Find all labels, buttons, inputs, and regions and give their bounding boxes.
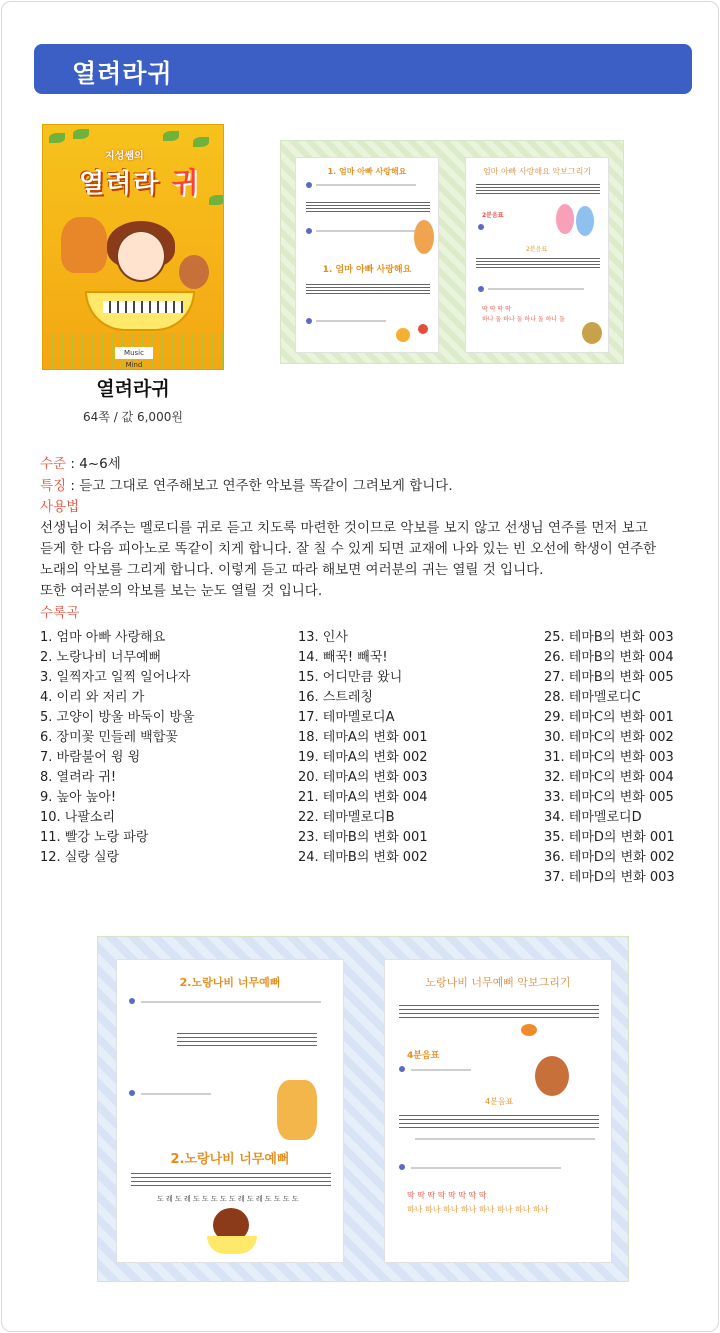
- preview-spread-2: [97, 936, 629, 1282]
- note-label: 4분음표: [407, 1051, 440, 1061]
- track-item: 4. 이리 와 저리 가: [40, 690, 145, 705]
- ball-illustration: [418, 324, 428, 334]
- rhythm-text: 딱 딱 딱 딱 딱 딱 딱 딱: [407, 1191, 487, 1200]
- giraffe-illustration: [277, 1080, 317, 1140]
- music-staff: [306, 200, 430, 212]
- product-panel: [1, 1, 719, 1332]
- text-line: [488, 288, 584, 290]
- music-staff: [177, 1030, 317, 1048]
- text-line: [141, 1093, 211, 1095]
- step-icon: [306, 318, 312, 324]
- text-line: [316, 184, 416, 186]
- track-item: 32. 테마C의 변화 004: [544, 770, 674, 785]
- usage-line: 듣게 한 다음 피아노로 똑같이 치게 합니다. 잘 칠 수 있게 되면 교재에 나와 있는 빈 오선에 학생이 연주한: [40, 541, 657, 557]
- preview-spread-1: [280, 140, 624, 364]
- ball-illustration: [396, 328, 410, 342]
- banana-piano-illustration: [207, 1236, 257, 1254]
- kids-illustration: [556, 204, 574, 234]
- track-item: 24. 테마B의 변화 002: [298, 850, 428, 865]
- track-item: 7. 바람불어 윙 윙: [40, 750, 141, 765]
- track-item: 35. 테마D의 변화 001: [544, 830, 675, 845]
- usage-line: 노래의 악보를 그리게 합니다. 이렇게 듣고 따라 해보면 여러분의 귀는 열릴 것 입니다.: [40, 562, 544, 578]
- cover-title-big: 귀: [171, 166, 201, 199]
- tracks-label: 수록곡: [40, 605, 80, 621]
- note-label: 2분음표: [482, 212, 504, 219]
- rhythm-text: 딱 딱 딱 딱: [482, 306, 511, 313]
- music-staff: [399, 1112, 599, 1130]
- publisher-logo: Music Mind: [115, 347, 153, 359]
- preview-page-left: [295, 157, 439, 353]
- leaf-icon: [193, 137, 209, 147]
- animal-illustration: [582, 322, 602, 344]
- step-icon: [399, 1164, 405, 1170]
- track-item: 18. 테마A의 변화 001: [298, 730, 428, 745]
- usage-label: 사용법: [40, 499, 80, 515]
- preview-page-right: [384, 959, 612, 1263]
- music-staff: [476, 182, 600, 194]
- track-item: 29. 테마C의 변화 001: [544, 710, 674, 725]
- track-item: 16. 스트레칭: [298, 690, 374, 705]
- preview-page-title: 엄마 아빠 사랑해요 악보그리기: [482, 167, 592, 176]
- track-item: 3. 일찍자고 일찍 일어나자: [40, 670, 191, 685]
- track-list-col3: [544, 628, 675, 888]
- preview-page-subtitle: 1. 엄마 아빠 사랑해요: [322, 265, 412, 275]
- track-item: 12. 실랑 실랑: [40, 850, 120, 865]
- usage-description: [40, 518, 690, 602]
- track-item: 20. 테마A의 변화 003: [298, 770, 428, 785]
- cover-title-text: 열려라: [79, 169, 172, 199]
- track-item: 33. 테마C의 변화 005: [544, 790, 674, 805]
- preview-page-left: [116, 959, 344, 1263]
- step-icon: [129, 998, 135, 1004]
- track-item: 34. 테마멜로디D: [544, 810, 642, 825]
- butterfly-icon: [521, 1024, 537, 1036]
- kids-illustration: [576, 206, 594, 236]
- leaf-icon: [73, 129, 89, 139]
- text-line: [415, 1138, 595, 1140]
- step-icon: [478, 224, 484, 230]
- track-item: 19. 테마A의 변화 002: [298, 750, 428, 765]
- music-staff: [399, 1002, 599, 1020]
- preview-page-title: 2.노랑나비 너무예뻐: [179, 976, 281, 989]
- piano-keys-illustration: [103, 301, 183, 313]
- track-item: 30. 테마C의 변화 002: [544, 730, 674, 745]
- track-item: 31. 테마C의 변화 003: [544, 750, 674, 765]
- step-icon: [306, 182, 312, 188]
- track-item: 36. 테마D의 변화 002: [544, 850, 675, 865]
- track-item: 15. 어디만큼 왔니: [298, 670, 403, 685]
- track-item: 9. 높아 높아!: [40, 790, 117, 805]
- track-item: 28. 테마멜로디C: [544, 690, 641, 705]
- track-item: 23. 테마B의 변화 001: [298, 830, 428, 845]
- text-line: [316, 320, 386, 322]
- fox-illustration: [61, 217, 107, 273]
- track-item: 26. 테마B의 변화 004: [544, 650, 674, 665]
- track-item: 10. 나팔소리: [40, 810, 116, 825]
- step-icon: [129, 1090, 135, 1096]
- giraffe-illustration: [414, 220, 434, 254]
- leaf-icon: [163, 131, 179, 141]
- track-item: 17. 테마멜로디A: [298, 710, 395, 725]
- rhythm-words: 하나 하나 하나 하나 하나 하나 하나 하나: [407, 1205, 549, 1214]
- track-item: 25. 테마B의 변화 003: [544, 630, 674, 645]
- note-label: 4분음표: [485, 1097, 514, 1106]
- step-icon: [478, 286, 484, 292]
- usage-line: 또한 여러분의 악보를 보는 눈도 열릴 것 입니다.: [40, 583, 323, 599]
- level-value: : 4~6세: [66, 456, 121, 472]
- level-row: [40, 454, 690, 475]
- preview-page-subtitle: 2.노랑나비 너무예뻐: [170, 1152, 290, 1167]
- preview-page-right: [465, 157, 609, 353]
- preview-page-title: 1. 엄마 아빠 사랑해요: [327, 167, 407, 176]
- step-icon: [306, 228, 312, 234]
- text-line: [411, 1167, 561, 1169]
- text-line: [411, 1069, 471, 1071]
- track-item: 6. 장미꽃 민들레 백합꽃: [40, 730, 178, 745]
- leaf-icon: [49, 133, 65, 143]
- cover-title: [79, 161, 200, 201]
- monkey-illustration: [179, 255, 209, 289]
- preview-page-title: 노랑나비 너무예뻐 악보그리기: [425, 976, 571, 989]
- feature-label: 특징: [40, 478, 67, 494]
- book-meta: 64쪽 / 값 6,000원: [83, 410, 183, 424]
- track-item: 2. 노랑나비 너무예뻐: [40, 650, 162, 665]
- leaf-icon: [209, 195, 224, 205]
- text-line: [316, 230, 416, 232]
- book-name: 열려라귀: [96, 378, 170, 400]
- header-bar: [34, 44, 692, 94]
- girl-face-illustration: [116, 230, 166, 282]
- note-label: 2분음표: [526, 246, 548, 253]
- track-item: 13. 인사: [298, 630, 348, 645]
- cover-subtitle: 지성쌤의: [105, 151, 144, 162]
- usage-line: 선생님이 쳐주는 멜로디를 귀로 듣고 치도록 마련한 것이므로 악보를 보지 않고 선생님 연주를 먼저 보고: [40, 520, 648, 536]
- solfege-text: 도 레 도 레 도 도 도 도 도 레 도 레 도 도 도 도: [157, 1195, 299, 1203]
- track-item: 5. 고양이 방울 바둑이 방울: [40, 710, 195, 725]
- music-staff: [131, 1170, 331, 1188]
- music-staff: [476, 256, 600, 268]
- rhythm-words: 하나 둘 하나 둘 하나 둘 하나 둘: [482, 316, 565, 323]
- text-line: [141, 1001, 321, 1003]
- track-item: 37. 테마D의 변화 003: [544, 870, 675, 885]
- track-item: 1. 엄마 아빠 사랑해요: [40, 630, 166, 645]
- track-item: 11. 빨강 노랑 파랑: [40, 830, 149, 845]
- track-item: 8. 열려라 귀!: [40, 770, 117, 785]
- level-label: 수준: [40, 456, 67, 472]
- music-staff: [306, 282, 430, 294]
- track-item: 21. 테마A의 변화 004: [298, 790, 428, 805]
- track-list-col1: [40, 628, 195, 868]
- feature-row: [40, 476, 690, 497]
- feature-value: : 듣고 그대로 연주해보고 연주한 악보를 똑같이 그려보게 합니다.: [66, 478, 453, 494]
- track-item: 22. 테마멜로디B: [298, 810, 395, 825]
- track-item: 14. 빼꾹! 빼꾹!: [298, 650, 388, 665]
- step-icon: [399, 1066, 405, 1072]
- track-list-col2: [298, 628, 428, 868]
- monkey-illustration: [535, 1056, 569, 1096]
- book-cover-image: [42, 124, 224, 370]
- page-title: 열려라귀: [72, 59, 173, 88]
- track-item: 27. 테마B의 변화 005: [544, 670, 674, 685]
